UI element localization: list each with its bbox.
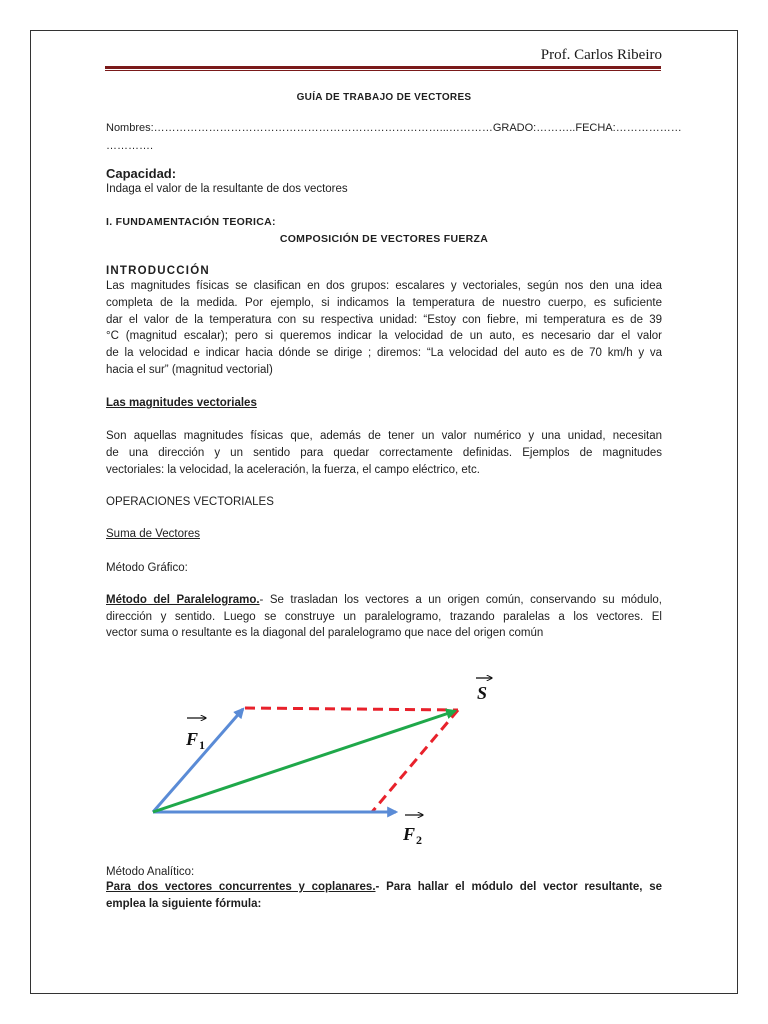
capacidad-text: Indaga el valor de la resultante de dos vectores (106, 183, 348, 195)
metodo-analitico-paragraph (106, 879, 662, 913)
paragraph-line: de la velocidad e indicar hacia dónde se dirige ; diremos: “La velocidad del auto es de 70 km/h y va (106, 347, 662, 360)
suma-de-vectores-heading: Suma de Vectores (106, 528, 200, 540)
paragraph-line: °C (magnitud escalar); pero si queremos indicar la velocidad de un auto, es necesario dar el valor (106, 330, 662, 343)
paralelogramo-term: Método del Paralelogramo. (106, 594, 260, 606)
paragraph-line: Las magnitudes físicas se clasifican en dos grupos: escalares y vectoriales, según nos den una idea (106, 280, 662, 292)
introduccion-heading: INTRODUCCIÓN (106, 265, 210, 277)
label-s: S (477, 683, 488, 703)
label-f1: F (186, 729, 199, 749)
paragraph-line: completa de la medida. Por ejemplo, si indicamos la temperatura de nuestro cuerpo, es suficiente (106, 296, 662, 309)
header-double-rule (105, 66, 661, 71)
student-fields-line: Nombres:……………………………………………………………………...…………GRADO:………..FECHA:……………… (106, 122, 682, 134)
magnitudes-vectoriales-paragraph (106, 428, 662, 479)
metodo-analitico-heading: Método Analítico: (106, 866, 195, 878)
introduccion-paragraph (106, 278, 662, 379)
paragraph-line: de una dirección y un sentido para quedar correctamente definidas. Ejemplos de magnitudes (106, 447, 662, 459)
parallel-line-top (245, 708, 458, 710)
capacidad-heading: Capacidad: (106, 166, 177, 181)
paragraph-line: vectoriales: la velocidad, la aceleración, la fuerza, el campo eléctrico, etc. (106, 464, 480, 476)
metodo-analitico-text: - Para hallar el módulo del vector resultante, se (375, 881, 662, 893)
paragraph-line (106, 879, 662, 896)
operaciones-heading: OPERACIONES VECTORIALES (106, 496, 274, 508)
paralelogramo-text: - Se trasladan los vectores a un origen común, conservando su módulo, (259, 594, 662, 606)
label-f1-subscript: 1 (199, 738, 205, 752)
paragraph-line: vector suma o resultante es la diagonal del paralelogramo que nace del origen común (106, 627, 544, 639)
metodo-analitico-term: Para dos vectores concurrentes y coplanares. (106, 881, 376, 893)
metodo-grafico-heading: Método Gráfico: (106, 562, 188, 574)
section-subheading: COMPOSICIÓN DE VECTORES FUERZA (279, 233, 489, 245)
parallelogram-diagram (100, 660, 520, 850)
label-f2: F (403, 824, 416, 844)
paragraph-line: emplea la siguiente fórmula: (106, 898, 262, 910)
student-fields-line-continued: …………. (106, 140, 154, 152)
author-header: Prof. Carlos Ribeiro (540, 47, 662, 63)
magnitudes-vectoriales-heading: Las magnitudes vectoriales (106, 397, 257, 409)
paragraph-line: hacia el sur” (magnitud vectorial) (106, 363, 273, 376)
label-f2-subscript: 2 (416, 833, 422, 847)
document-title: GUÍA DE TRABAJO DE VECTORES (296, 92, 472, 103)
paragraph-line: Son aquellas magnitudes físicas que, además de tener un valor numérico y una unidad, necesitan (106, 430, 662, 442)
paragraph-line: dirección y sentido. Luego se construye un paralelogramo, trazando paralelas a los vectores. El (106, 610, 662, 623)
paragraph-line: dar el valor de la temperatura con su respectiva unidad: “Estoy con fiebre, mi temperatura es de 39 (106, 313, 662, 326)
section-heading: I. FUNDAMENTACIÓN TEORICA: (106, 216, 276, 228)
paragraph-line (106, 592, 662, 609)
paralelogramo-paragraph (106, 592, 662, 642)
